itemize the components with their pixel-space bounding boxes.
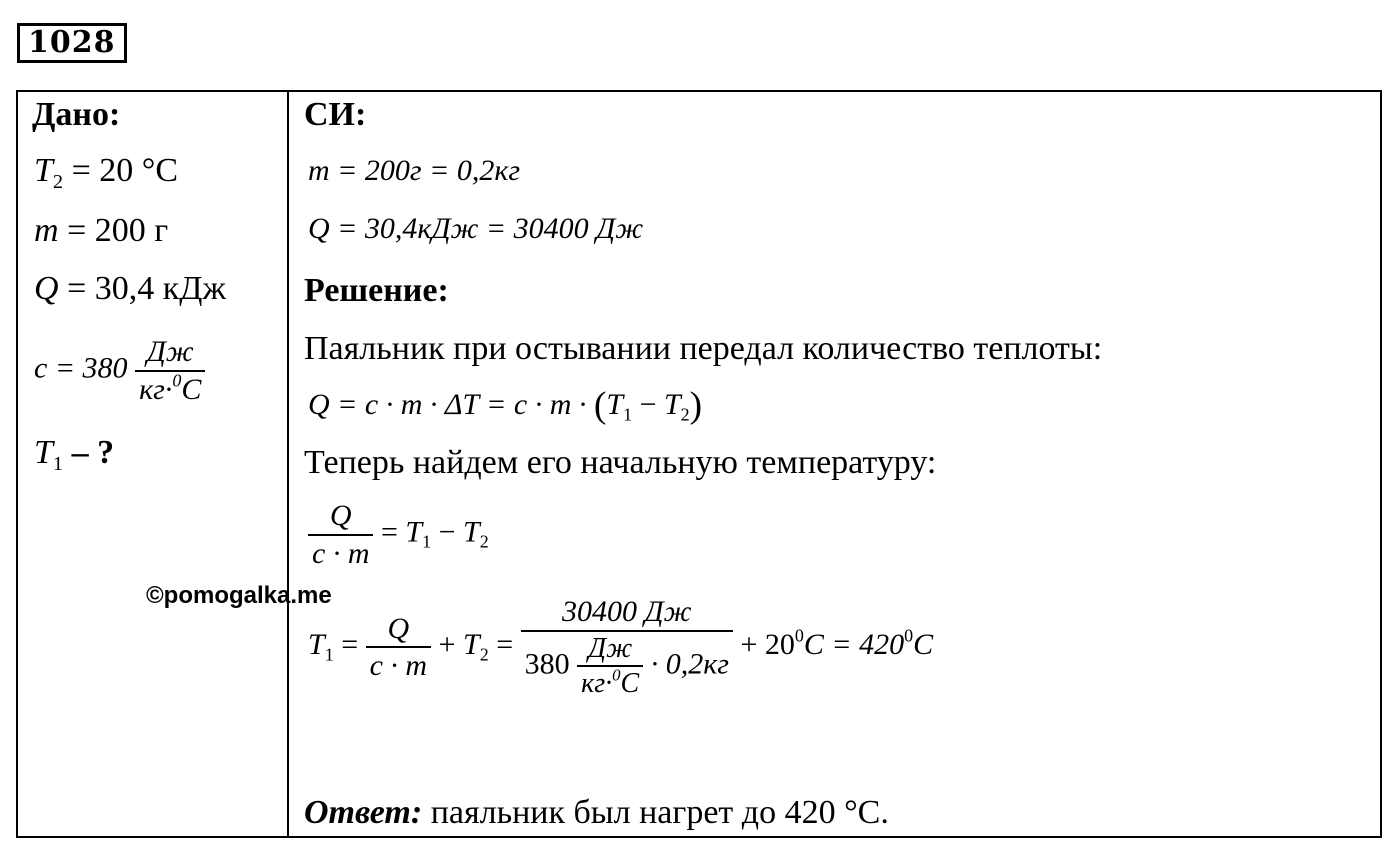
given-find: $T_1$ – ? bbox=[34, 434, 115, 476]
si-line-heat: Q = 30,4кДж = 30400 Дж bbox=[308, 212, 644, 245]
solution-text-1: Паяльник при остывании передал количество теплоты: bbox=[304, 330, 1103, 367]
given-specific-heat: c = 380 $\frac{Дж}{кг\cdot^0C}$ bbox=[34, 336, 205, 405]
given-t2: $T_2 = 20$ °C bbox=[34, 152, 179, 194]
solution-text-2: Теперь найдем его начальную температуру: bbox=[304, 444, 937, 481]
equation-result: $T_1$ = $\frac{Q}{c \cdot m}$ + $T_2$ = 30400 Дж 380 $\frac{Дж}{кг\cdot^0C}$ · 0,2кг + $20^0C = 420^0C$ bbox=[308, 595, 934, 699]
watermark: ©pomogalka.me bbox=[146, 582, 332, 609]
equation-heat: $Q = c \cdot m \cdot \Delta T = c \cdot m \cdot (T_1 - T_2)$ bbox=[308, 385, 703, 426]
specific-heat-fraction: $\frac{Дж}{кг\cdot^0C}$ bbox=[135, 336, 205, 405]
si-heading: СИ: bbox=[304, 96, 367, 133]
answer-label: Ответ: bbox=[304, 794, 423, 831]
answer-text: паяльник был нагрет до 420 °С. bbox=[422, 794, 889, 831]
given-heat: Q = 30,4 кДж bbox=[34, 270, 226, 307]
column-divider bbox=[287, 90, 289, 838]
answer-line bbox=[304, 794, 889, 832]
equation-difference: $\frac{Q}{c \cdot m}$ = $T_1 - T_2$ bbox=[308, 500, 489, 569]
given-heading: Дано: bbox=[32, 96, 121, 133]
given-mass: m = 200 г bbox=[34, 212, 169, 249]
q-over-cm-fraction-2: $\frac{Q}{c \cdot m}$ bbox=[366, 613, 431, 682]
si-line-mass: m = 200г = 0,2кг bbox=[308, 154, 521, 187]
q-over-cm-fraction: $\frac{Q}{c \cdot m}$ bbox=[308, 500, 373, 569]
numeric-fraction: 30400 Дж 380 $\frac{Дж}{кг\cdot^0C}$ · 0,2кг bbox=[521, 596, 733, 698]
problem-number: 1028 bbox=[17, 23, 127, 63]
unit-fraction: $\frac{Дж}{кг\cdot^0C}$ bbox=[577, 634, 643, 699]
solution-heading: Решение: bbox=[304, 272, 449, 309]
